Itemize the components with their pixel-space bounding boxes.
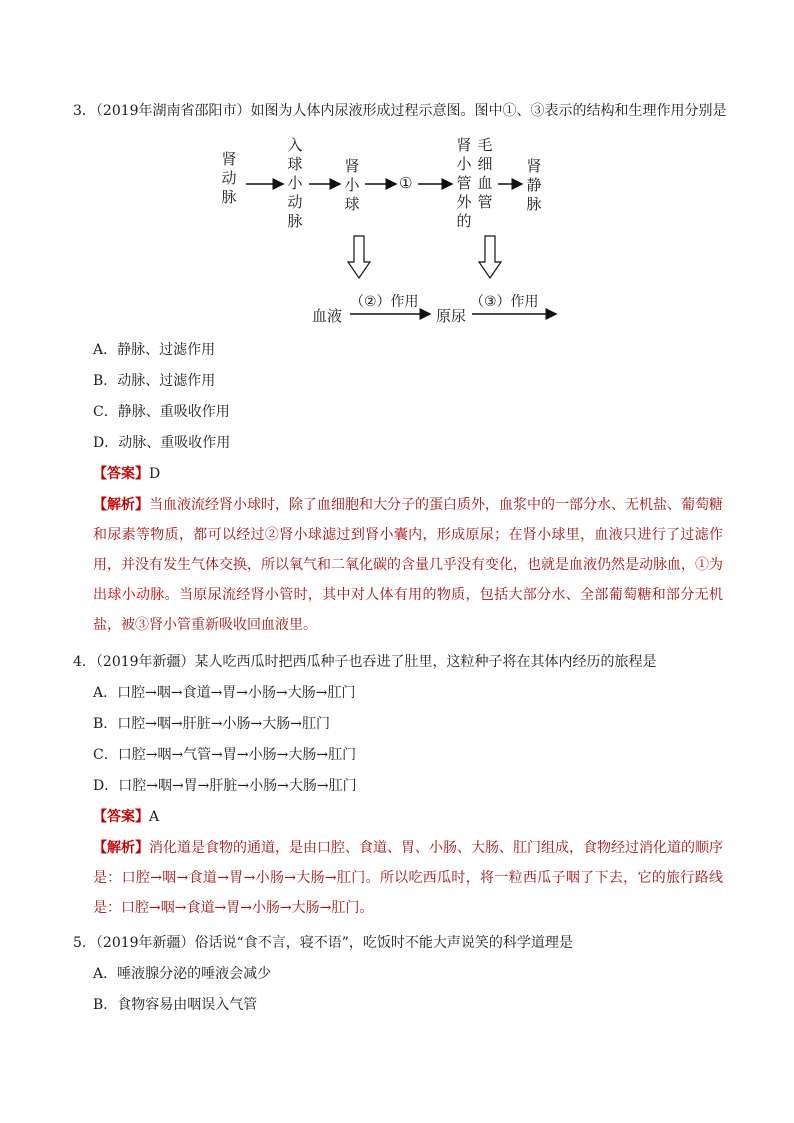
q3-analysis bbox=[93, 490, 723, 640]
blood-label: 血液 bbox=[312, 307, 343, 325]
hollow-down-arrow-left bbox=[348, 236, 370, 278]
analysis-main: 当血液流经肾小球时，除了血细胞和大分子的蛋白质外，血浆中的一部分水、无机盐、葡萄糖和尿素等物质，都可以经过②肾小球滤过到肾小囊内，形成原尿；在肾小球里，血液只进行了过滤作用，并没有发生气体交换，所以氧气和二氧化碳的含量几乎没有变化，也就是血液仍然是动脉血， bbox=[93, 497, 723, 573]
q4-answer bbox=[93, 807, 159, 827]
q3-option-c: C．静脉、重吸收作用 bbox=[93, 404, 230, 420]
primary-urine-label: 原尿 bbox=[436, 307, 467, 325]
analysis-tail: 。当原尿流经肾小管时，其中对人体有用的物质，包括大部分水、全部葡萄糖和部分无机盐，被③肾小管重新吸收回血液里。 bbox=[93, 587, 724, 633]
q5-option-a: A．唾液腺分泌的唾液会减少 bbox=[93, 966, 272, 982]
answer-value: A bbox=[149, 809, 160, 825]
afferent-arteriole-label: 入球小动脉 bbox=[287, 136, 303, 230]
q3-option-b: B．动脉、过滤作用 bbox=[93, 373, 216, 389]
analysis-highlight: ①为出球小动脉 bbox=[93, 557, 723, 603]
q3-option-d: D．动脉、重吸收作用 bbox=[93, 435, 231, 451]
renal-vein-label: 肾静脉 bbox=[526, 157, 542, 213]
q3-option-a: A．静脉、过滤作用 bbox=[93, 342, 216, 358]
diagram-arrows bbox=[0, 0, 794, 340]
q4-option-b: B．口腔→咽→肝脏→小肠→大肠→肛门 bbox=[93, 716, 330, 732]
q4-option-c: C．口腔→咽→气管→胃→小肠→大肠→肛门 bbox=[93, 747, 357, 763]
q3-stem: 3．（2019年湖南省邵阳市）如图为人体内尿液形成过程示意图。图中①、③表示的结构和生理作用分别是 bbox=[73, 103, 727, 119]
hollow-down-arrow-right bbox=[479, 236, 501, 278]
q4-analysis bbox=[93, 833, 723, 923]
q5-stem: 5．（2019年新疆）俗话说“食不言，寝不语”，吃饭时不能大声说笑的科学道理是 bbox=[73, 935, 573, 951]
answer-tag: 【答案】 bbox=[93, 466, 149, 482]
glomerulus-label: 肾小球 bbox=[344, 157, 360, 213]
answer-value: D bbox=[149, 466, 161, 482]
analysis-text: 消化道是食物的通道，是由口腔、食道、胃、小肠、大肠、肛门组成，食物经过消化道的顺序是：口腔→咽→食道→胃→小肠→大肠→肛门。所以吃西瓜时，将一粒西瓜子咽了下去，它的旅行路线是：口腔→咽→食道→胃→小肠→大肠→肛门。 bbox=[93, 840, 723, 916]
process-2-label: （②）作用 bbox=[350, 294, 419, 310]
q4-stem: 4．（2019年新疆）某人吃西瓜时把西瓜种子也吞进了肚里，这粒种子将在其体内经历的旅程是 bbox=[73, 654, 657, 670]
analysis-tag: 【解析】 bbox=[93, 840, 149, 856]
q4-option-d: D．口腔→咽→胃→肝脏→小肠→大肠→肛门 bbox=[93, 778, 357, 794]
q4-option-a: A．口腔→咽→食道→胃→小肠→大肠→肛门 bbox=[93, 685, 356, 701]
peritubular-label-right: 毛细血管 bbox=[477, 136, 493, 211]
q3-answer bbox=[93, 464, 160, 484]
analysis-tag: 【解析】 bbox=[93, 497, 149, 513]
q5-option-b: B．食物容易由咽误入气管 bbox=[93, 997, 258, 1013]
peritubular-label-left: 肾小管外的 bbox=[456, 136, 472, 230]
renal-artery-label: 肾动脉 bbox=[221, 150, 237, 206]
answer-tag: 【答案】 bbox=[93, 809, 149, 825]
circle-1-label: ① bbox=[399, 174, 413, 192]
process-3-label: （③）作用 bbox=[470, 294, 539, 310]
